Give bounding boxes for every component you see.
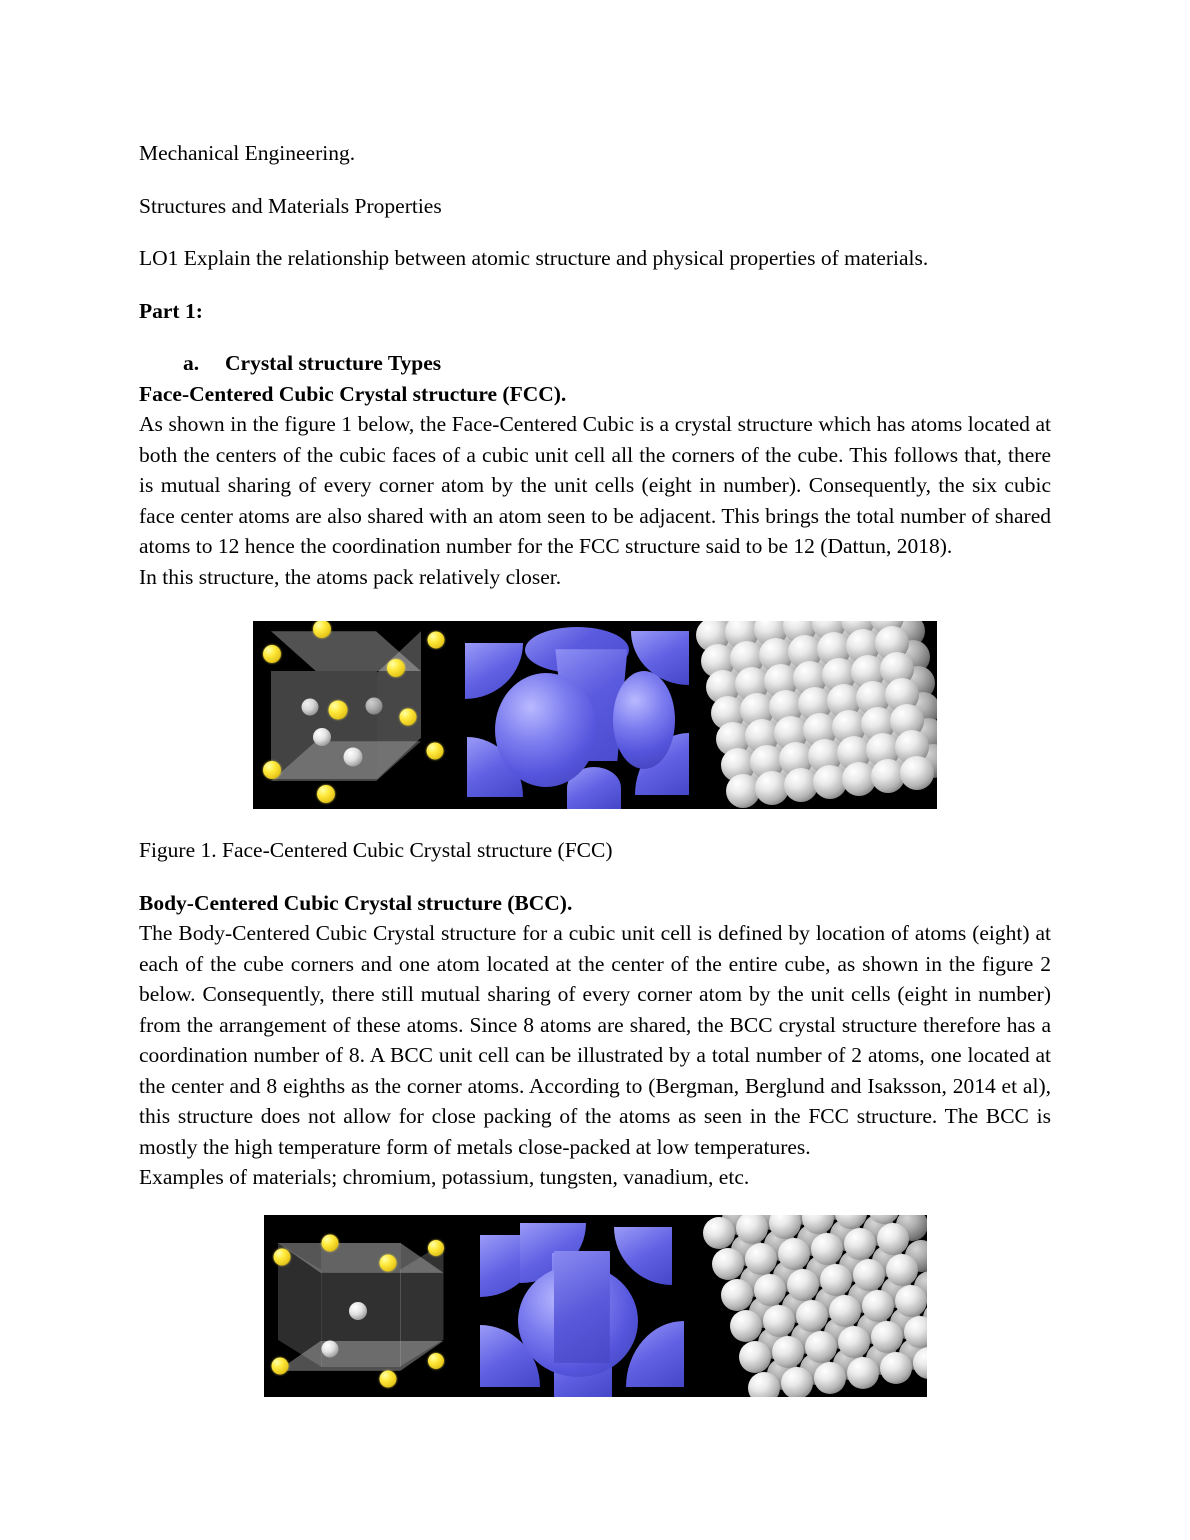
- packed-sphere: [877, 1223, 909, 1255]
- corner-atom: [400, 709, 417, 726]
- fcc-unit-cell-panel: [253, 621, 457, 809]
- fcc-paragraph: As shown in the figure 1 below, the Face-Centered Cubic is a crystal structure which has atoms located at both the centers of the cubic faces of a cubic unit cell all the corners of the cube. This follows that, there is mutual sharing of every corner atom by the unit cells (eight in number). Consequently, the six cubic face center atoms are also shared with an atom seen to be adjacent. This brings the total number of shared atoms to 12 hence the coordination number for the FCC structure said to be 12 (Dattun, 2018).: [139, 412, 1051, 559]
- fcc-hard-sphere-panel: [457, 621, 692, 809]
- packed-sphere: [871, 1321, 903, 1353]
- sphere-aggregate: [703, 1215, 926, 1397]
- fcc-paragraph-extra: In this structure, the atoms pack relatively closer.: [139, 564, 562, 589]
- corner-atom: [263, 645, 281, 663]
- packed-sphere: [805, 1331, 837, 1363]
- corner-atom: [428, 1353, 444, 1369]
- list-item-crystal-structure-types: [139, 348, 1051, 379]
- spacer: [139, 169, 1051, 191]
- front-prism-overlay: [554, 1251, 610, 1363]
- packed-sphere: [769, 1215, 801, 1239]
- corner-atom: [387, 659, 405, 677]
- corner-atom: [379, 1370, 396, 1387]
- bcc-paragraph-extra: Examples of materials; chromium, potassium, tungsten, vanadium, etc.: [139, 1165, 750, 1190]
- figure-1-fcc: [253, 621, 937, 809]
- packed-sphere: [900, 756, 934, 790]
- part-heading: Part 1:: [139, 298, 203, 323]
- bcc-packed-sphere-panel: [701, 1215, 926, 1397]
- list-item-label: Crystal structure Types: [225, 351, 442, 376]
- subtitle-line: Structures and Materials Properties: [139, 193, 442, 218]
- packed-sphere: [838, 1326, 870, 1358]
- corner-atom: [321, 1340, 338, 1357]
- packed-sphere: [829, 1295, 861, 1327]
- bcc-hard-sphere-panel: [478, 1215, 701, 1397]
- face-center-atom: [302, 699, 319, 716]
- packed-sphere: [703, 1217, 735, 1249]
- spacer: [139, 221, 1051, 243]
- packed-sphere: [763, 1305, 795, 1337]
- packed-sphere: [736, 1215, 768, 1244]
- spacer: [139, 326, 1051, 348]
- face-center-atom: [329, 701, 348, 720]
- title-line: Mechanical Engineering.: [139, 141, 356, 165]
- sphere-aggregate: [695, 621, 937, 809]
- spacer: [139, 809, 1051, 835]
- figure-2-wrapper: [139, 1215, 1051, 1397]
- face-center-sphere: [495, 673, 597, 787]
- corner-atom: [271, 1357, 288, 1374]
- packed-sphere: [895, 1285, 926, 1317]
- corner-atom: [379, 1254, 396, 1271]
- figure-2-bcc: [264, 1215, 927, 1397]
- bcc-heading: Body-Centered Cubic Crystal structure (BCC).: [139, 890, 573, 915]
- corner-atom: [321, 1234, 338, 1251]
- packed-sphere: [745, 1243, 777, 1275]
- packed-sphere: [853, 1259, 885, 1291]
- corner-atom: [317, 785, 335, 803]
- packed-sphere: [721, 1279, 753, 1311]
- corner-atom: [428, 1240, 444, 1256]
- corner-atom: [427, 743, 444, 760]
- bcc-unit-cell-panel: [264, 1215, 478, 1397]
- face-center-atom: [366, 698, 383, 715]
- fcc-close-packed-panel: [693, 621, 937, 809]
- packed-sphere: [796, 1300, 828, 1332]
- figure-1-caption: Figure 1. Face-Centered Cubic Crystal structure (FCC): [139, 838, 613, 863]
- packed-sphere: [844, 1228, 876, 1260]
- packed-sphere: [781, 1367, 813, 1397]
- document-body: [139, 138, 1051, 1397]
- packed-sphere: [904, 1316, 926, 1348]
- body-center-atom: [349, 1302, 367, 1320]
- learning-objective-line: LO1 Explain the relationship between atomic structure and physical properties of materials.: [139, 246, 929, 271]
- face-center-atom: [344, 748, 363, 767]
- packed-sphere: [712, 1248, 744, 1280]
- corner-atom: [273, 1248, 290, 1265]
- packed-sphere: [811, 1233, 843, 1265]
- packed-sphere: [820, 1264, 852, 1296]
- list-marker: a.: [183, 351, 200, 376]
- packed-sphere: [730, 1310, 762, 1342]
- bcc-paragraph: The Body-Centered Cubic Crystal structure for a cubic unit cell is defined by location of atoms (eight) at each of the cube corners and one atom located at the center of the entire cube, as shown in the figure 2 below. Consequently, there still mutual sharing of every corner atom by the unit cells (eight in number) from the arrangement of these atoms. Since 8 atoms are shared, the BCC crystal structure therefore has a coordination number of 8. A BCC unit cell can be illustrated by a total number of 2 atoms, one located at the center and 8 eighths as the corner atoms. According to (Bergman, Berglund and Isaksson, 2014 et al), this structure does not allow for close packing of the atoms as seen in the FCC structure. The BCC is mostly the high temperature form of metals close-packed at low temperatures.: [139, 921, 1051, 1159]
- corner-wedge: [614, 1227, 672, 1285]
- packed-sphere: [847, 1357, 879, 1389]
- corner-atom: [428, 632, 445, 649]
- spacer: [139, 866, 1051, 888]
- packed-sphere: [739, 1341, 771, 1373]
- packed-sphere: [886, 1254, 918, 1286]
- packed-sphere: [787, 1269, 819, 1301]
- packed-sphere: [778, 1238, 810, 1270]
- face-center-atom: [313, 728, 331, 746]
- packed-sphere: [862, 1290, 894, 1322]
- corner-atom: [263, 761, 281, 779]
- fcc-heading: Face-Centered Cubic Crystal structure (FCC).: [139, 381, 567, 406]
- spacer: [139, 274, 1051, 296]
- packed-sphere: [814, 1362, 846, 1394]
- figure-1-wrapper: [139, 621, 1051, 809]
- packed-sphere: [880, 1352, 912, 1384]
- packed-sphere: [754, 1274, 786, 1306]
- packed-sphere: [772, 1336, 804, 1368]
